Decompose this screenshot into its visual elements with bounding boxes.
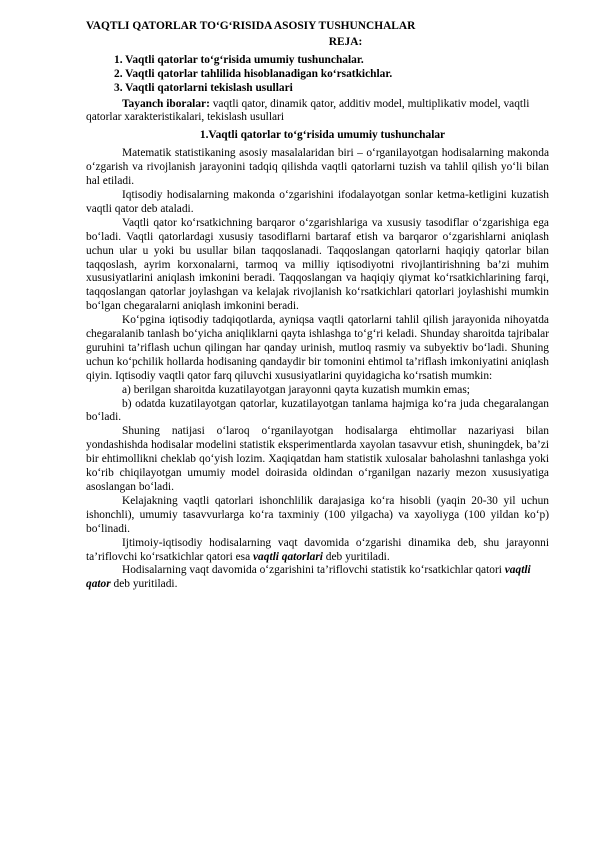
keywords-paragraph [86,98,549,126]
paragraph: Vaqtli qator ko‘rsatkichning barqaror o‘zgarishlariga va xususiy tasodiflar o‘zgarishiga ega bo‘ladi. Vaqtli qatorlardagi xususiy tasodiflarni bartaraf etish va barqaror o‘zgarishlarni aniqlash uchun ular u yoki bu usullar bilan taqqoslanadi. Taqqoslangan qatorlarni haqiqiy qatorlar bilan taqqoslash, ayrim korxonalarni, tarmoq va milliy iqtisodiyotni rivojlantirishning ba’zi muhim xususiyatlarini aniqlash imkonini beradi. Taqqoslangan va haqiqiy qiymat ko‘rsatkichlarining farqi, taqqoslangan qatorlar joylashgan va kelajak rivojlanish ko‘rsatkichlari qatorlari joylashishi mumkin bo‘lgan chegaralarni aniqlash imkonini beradi. [86,216,549,313]
paragraph [86,564,549,592]
keywords-text: vaqtli qator, dinamik qator, additiv model, multiplikativ model, vaqtli qatorlar xarakteristikalari, tekislash usullari [86,97,530,124]
paragraph-text-end: deb yuritiladi. [322,550,390,563]
list-item-a: a) berilgan sharoitda kuzatilayotgan jarayonni qayta kuzatish mumkin emas; [122,383,470,396]
term-vaqtli-qator: vaqtli qator [86,564,531,591]
paragraph [86,537,549,565]
term-vaqtli-qatorlari: vaqtli qatorlari [253,550,323,563]
paragraph-text: Hodisalarning vaqt davomida o‘zgarishini ta’riflovchi statistik ko‘rsatkichlar qatori [122,564,505,577]
paragraph-text-end: deb yuritiladi. [110,578,178,591]
plan-item-2: 2. Vaqtli qatorlar tahlilida hisoblanadigan ko‘rsatkichlar. [114,67,393,80]
plan-list [86,54,549,96]
paragraph: Matematik statistikaning asosiy masalalaridan biri – o‘rganilayotgan hodisalarning makonda o‘zgarish va rivojlanish jarayonini tadqiq qilishda vaqtli qatorlarni tuzish va tahlil qilish yo‘li bilan hal etiladi. [86,147,549,188]
document-title: VAQTLI QATORLAR TO‘G‘RISIDA ASOSIY TUSHUNCHALAR [86,20,416,32]
plan-heading: REJA: [328,35,363,48]
keywords-label: Tayanch iboralar: [122,97,210,110]
paragraph-text: Ijtimoiy-iqtisodiy hodisalarning vaqt davomida o‘zgarishi dinamika deb, shu jarayonni ta’riflovchi ko‘rsatkichlar qatori esa [86,536,549,563]
paragraph: Kelajakning vaqtli qatorlari ishonchlilik darajasiga ko‘ra hisobli (yaqin 20-30 yil uchun ishonchli), umumiy tasavvurlarga ko‘ra taxminiy (100 yilgacha) va xayoliyga (100 yildan ko‘p) bo‘linadi. [86,494,549,535]
paragraph: Iqtisodiy hodisalarning makonda o‘zgarishini ifodalayotgan sonlar ketma-ketligini kuzatish vaqtli qator deb ataladi. [86,188,549,215]
paragraph: Shuning natijasi o‘laroq o‘rganilayotgan hodisalarga ehtimollar nazariyasi bilan yondashishda hodisalar modelini statistik eksperimentlarda xayolan tasavvur etish, shuningdek, ba’zi bir ehtimollikni cheklab qo‘yish lozim. Xaqiqatdan ham statistik xulosalar baholashni tanlashga yoki ko‘rib chiqilayotgan umumiy model doirasida oldindan o‘rganilgan nazariy mezon xususiyatiga asoslangan bo‘ladi. [86,425,549,493]
list-item-b: b) odatda kuzatilayotgan qatorlar, kuzatilayotgan tanlama hajmiga ko‘ra juda chegaralangan bo‘ladi. [86,397,549,424]
plan-item-3: 3. Vaqtli qatorlarni tekislash usullari [114,81,293,94]
paragraph: Ko‘pgina iqtisodiy tadqiqotlarda, ayniqsa vaqtli qatorlarni tahlil qilish jarayonida nihoyatda chegaralanib tanlash bo‘yicha aniqliklarni qayta ishlashga to‘g‘ri keladi. Shunday sharoitda tajribalar guruhini ta’riflash uchun qilingan har qanday urinish, mutloq rasmiy va subyektiv bo‘ladi. Shuning uchun ko‘pchilik hollarda hodisaning qandaydir bir tomonini ehtimol ta’riflash imkoniyatini aniqlash qiyin. Iqtisodiy vaqtli qator farq qiluvchi xususiyatlarini quyidagicha ko‘rsatish mumkin: [86,314,549,382]
plan-item-1: 1. Vaqtli qatorlar to‘g‘risida umumiy tushunchalar. [114,53,364,66]
section-heading: 1.Vaqtli qatorlar to‘g‘risida umumiy tushunchalar [199,129,446,142]
